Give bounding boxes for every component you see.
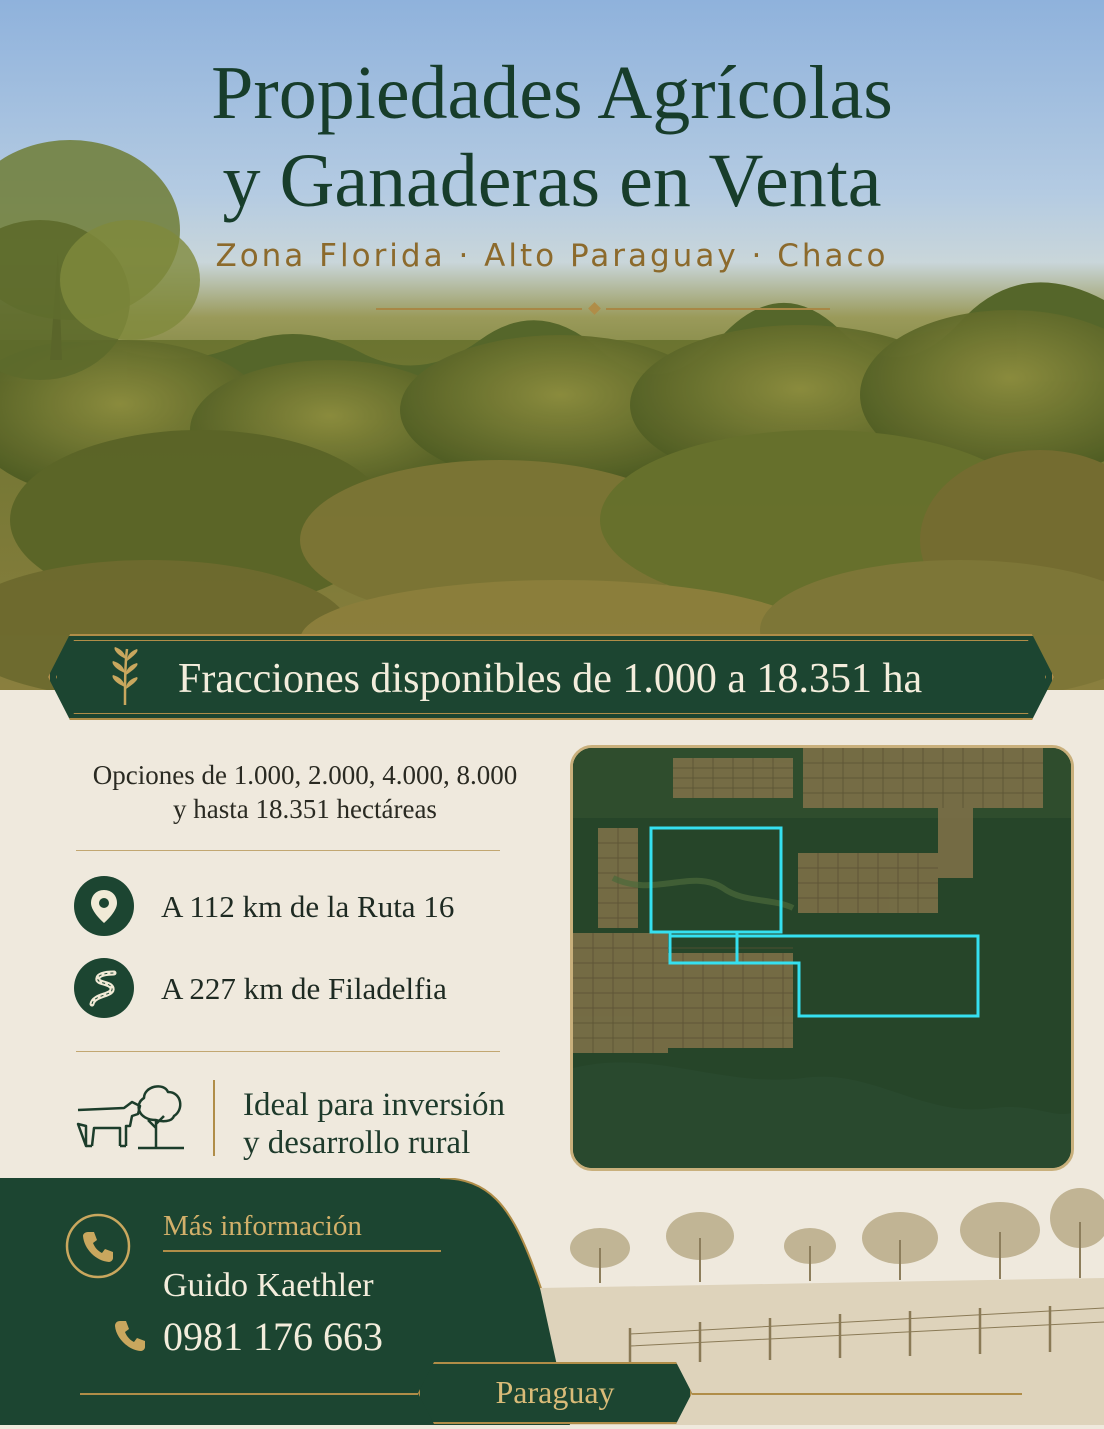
title-line-2: y Ganaderas en Venta — [222, 139, 882, 223]
more-info-heading: Más información — [163, 1210, 362, 1242]
more-info-underline — [163, 1250, 441, 1252]
hectare-options — [70, 758, 540, 826]
divider-2 — [76, 1051, 500, 1052]
divider-right — [606, 308, 830, 310]
title-line-1: Propiedades Agrícolas — [211, 51, 893, 135]
location-subtitle: Zona Florida · Alto Paraguay · Chaco — [215, 238, 889, 274]
ideal-statement — [243, 1086, 505, 1162]
country-label: Paraguay — [495, 1374, 615, 1410]
divider-left — [376, 308, 582, 310]
footer-line-left — [80, 1393, 418, 1395]
winding-road-icon — [74, 958, 134, 1018]
phone-icon — [64, 1212, 132, 1280]
options-line-1: Opciones de 1.000, 2.000, 4.000, 8.000 — [92, 760, 518, 790]
divider-1 — [76, 850, 500, 851]
ideal-separator — [213, 1080, 215, 1156]
contact-phone[interactable]: 0981 176 663 — [163, 1314, 383, 1359]
ideal-line-1: Ideal para inversión — [243, 1087, 506, 1123]
city-distance: A 227 km de Filadelfia — [161, 971, 447, 1006]
contact-name: Guido Kaethler — [163, 1267, 374, 1304]
satellite-map-image — [570, 745, 1074, 1171]
phone-small-icon — [112, 1318, 148, 1354]
banner-text: Fracciones disponibles de 1.000 a 18.351 ha — [178, 656, 923, 702]
satellite-map-graphic — [573, 748, 1071, 1168]
cattle-and-tree-icon — [74, 1080, 188, 1152]
options-line-2: y hasta 18.351 hectáreas — [173, 794, 437, 824]
footer-line-right — [692, 1393, 1022, 1395]
wheat-sprig-icon — [103, 645, 147, 707]
route-distance: A 112 km de la Ruta 16 — [161, 889, 455, 924]
ideal-line-2: y desarrollo rural — [243, 1125, 471, 1161]
location-pin-icon — [74, 876, 134, 936]
